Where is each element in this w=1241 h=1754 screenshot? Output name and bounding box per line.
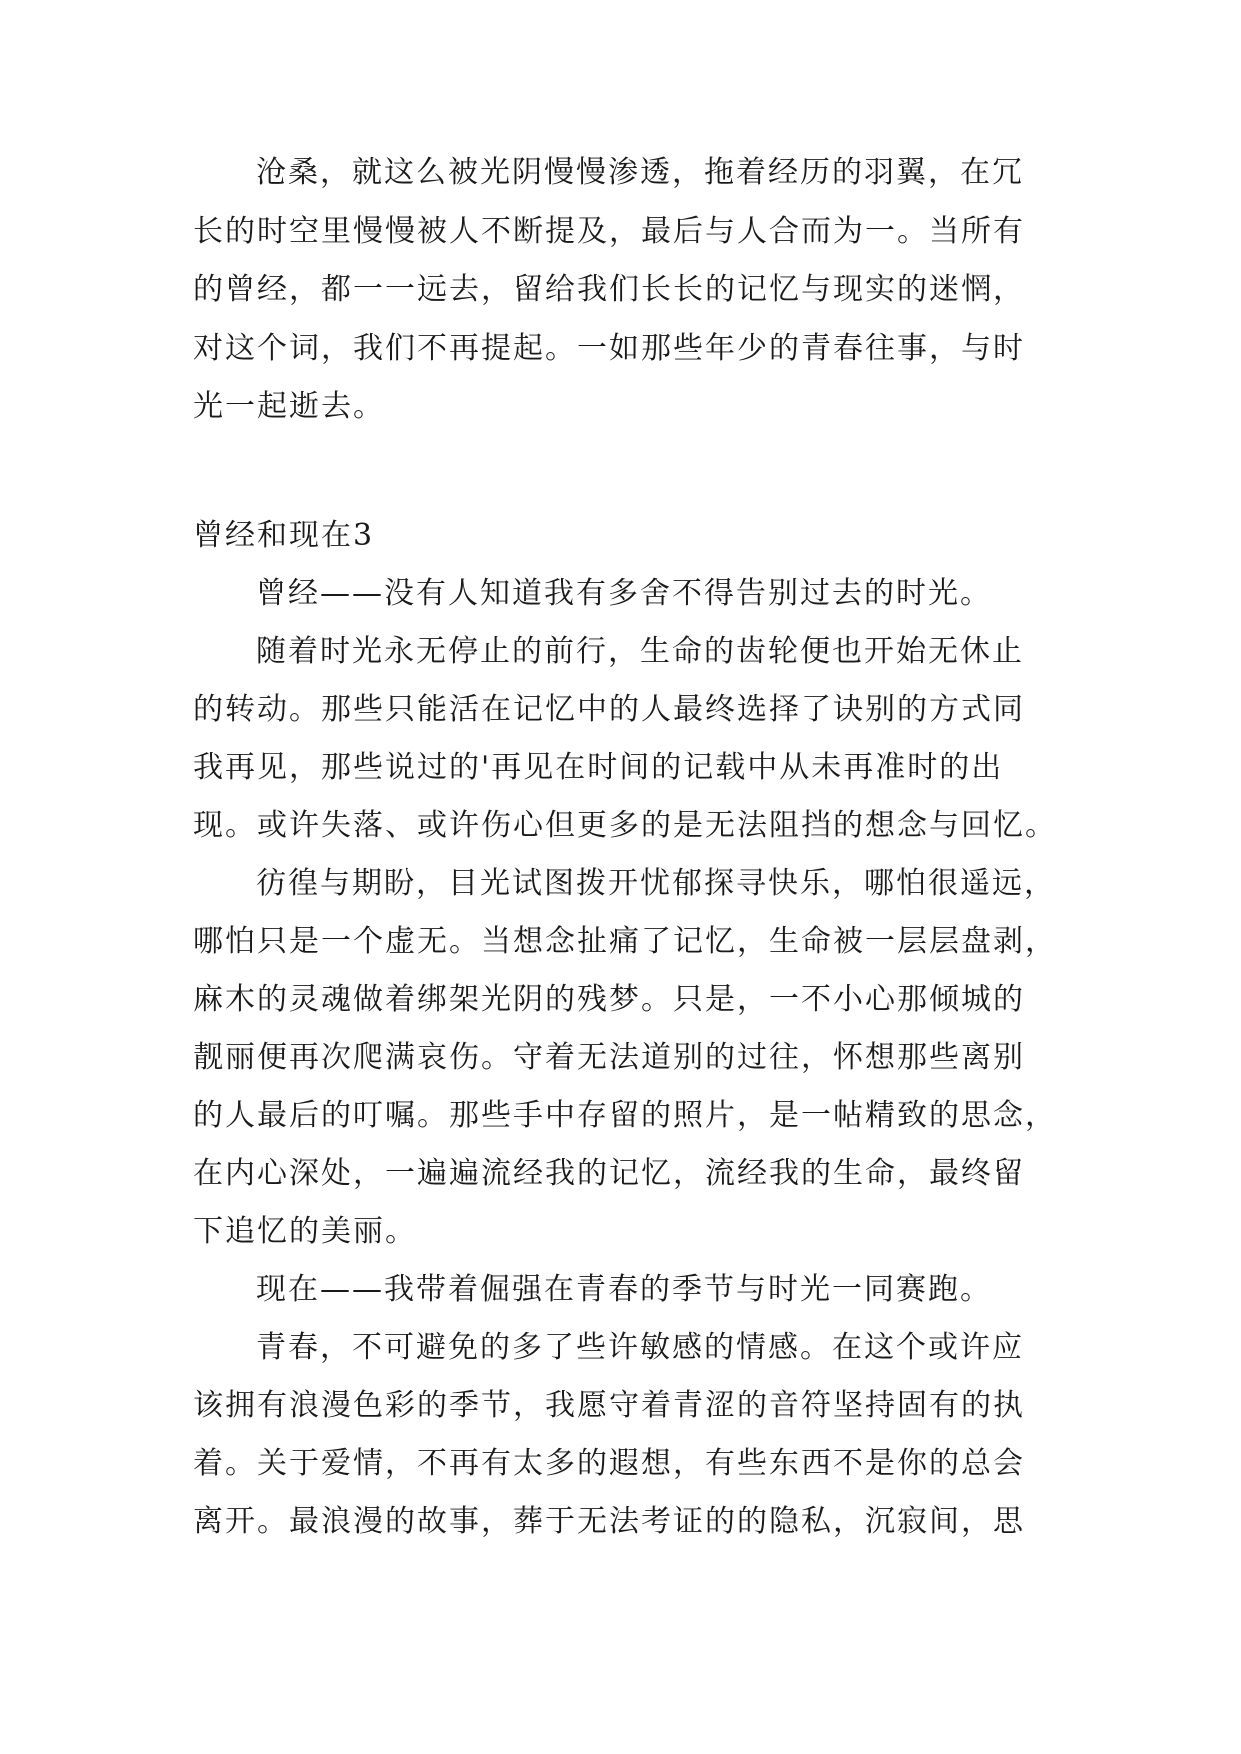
paragraph-line: 该拥有浪漫色彩的季节，我愿守着青涩的音符坚持固有的执 bbox=[193, 1388, 1025, 1423]
paragraph-line: 在内心深处，一遍遍流经我的记忆，流经我的生命，最终留 bbox=[193, 1156, 1025, 1191]
paragraph-line: 对这个词，我们不再提起。一如那些年少的青春往事，与时 bbox=[193, 331, 1025, 366]
paragraph-line: 沧桑，就这么被光阴慢慢渗透，拖着经历的羽翼，在冗 bbox=[256, 155, 1024, 190]
paragraph-line: 曾经——没有人知道我有多舍不得告别过去的时光。 bbox=[256, 576, 992, 611]
paragraph-line: 现在——我带着倔强在青春的季节与时光一同赛跑。 bbox=[256, 1272, 992, 1307]
paragraph-line: 离开。最浪漫的故事，葬于无法考证的的隐私，沉寂间，思 bbox=[193, 1504, 1025, 1539]
paragraph-line: 靓丽便再次爬满哀伤。守着无法道别的过往，怀想那些离别 bbox=[193, 1040, 1025, 1075]
paragraph-line: 着。关于爱情，不再有太多的遐想，有些东西不是你的总会 bbox=[193, 1446, 1025, 1481]
paragraph-line: 哪怕只是一个虚无。当想念扯痛了记忆，生命被一层层盘剥， bbox=[193, 924, 1057, 959]
paragraph-line: 随着时光永无停止的前行，生命的齿轮便也开始无休止 bbox=[256, 634, 1024, 669]
paragraph-line: 彷徨与期盼，目光试图拨开忧郁探寻快乐，哪怕很遥远， bbox=[256, 866, 1056, 901]
paragraph-line: 现。或许失落、或许伤心但更多的是无法阻挡的想念与回忆。 bbox=[193, 808, 1057, 843]
section-heading: 曾经和现在3 bbox=[193, 518, 375, 553]
paragraph-line: 下追忆的美丽。 bbox=[193, 1214, 417, 1249]
paragraph-line: 的转动。那些只能活在记忆中的人最终选择了诀别的方式同 bbox=[193, 692, 1025, 727]
paragraph-line: 光一起逝去。 bbox=[193, 389, 385, 424]
paragraph-line: 青春，不可避免的多了些许敏感的情感。在这个或许应 bbox=[256, 1330, 1024, 1365]
paragraph-line: 长的时空里慢慢被人不断提及，最后与人合而为一。当所有 bbox=[193, 214, 1025, 249]
paragraph-line: 麻木的灵魂做着绑架光阴的残梦。只是，一不小心那倾城的 bbox=[193, 982, 1025, 1017]
paragraph-line: 我再见，那些说过的'再见在时间的记载中从未再准时的出 bbox=[193, 750, 1004, 785]
paragraph-line: 的人最后的叮嘱。那些手中存留的照片，是一帖精致的思念， bbox=[193, 1098, 1057, 1133]
paragraph-line: 的曾经，都一一远去，留给我们长长的记忆与现实的迷惘， bbox=[193, 272, 1025, 307]
